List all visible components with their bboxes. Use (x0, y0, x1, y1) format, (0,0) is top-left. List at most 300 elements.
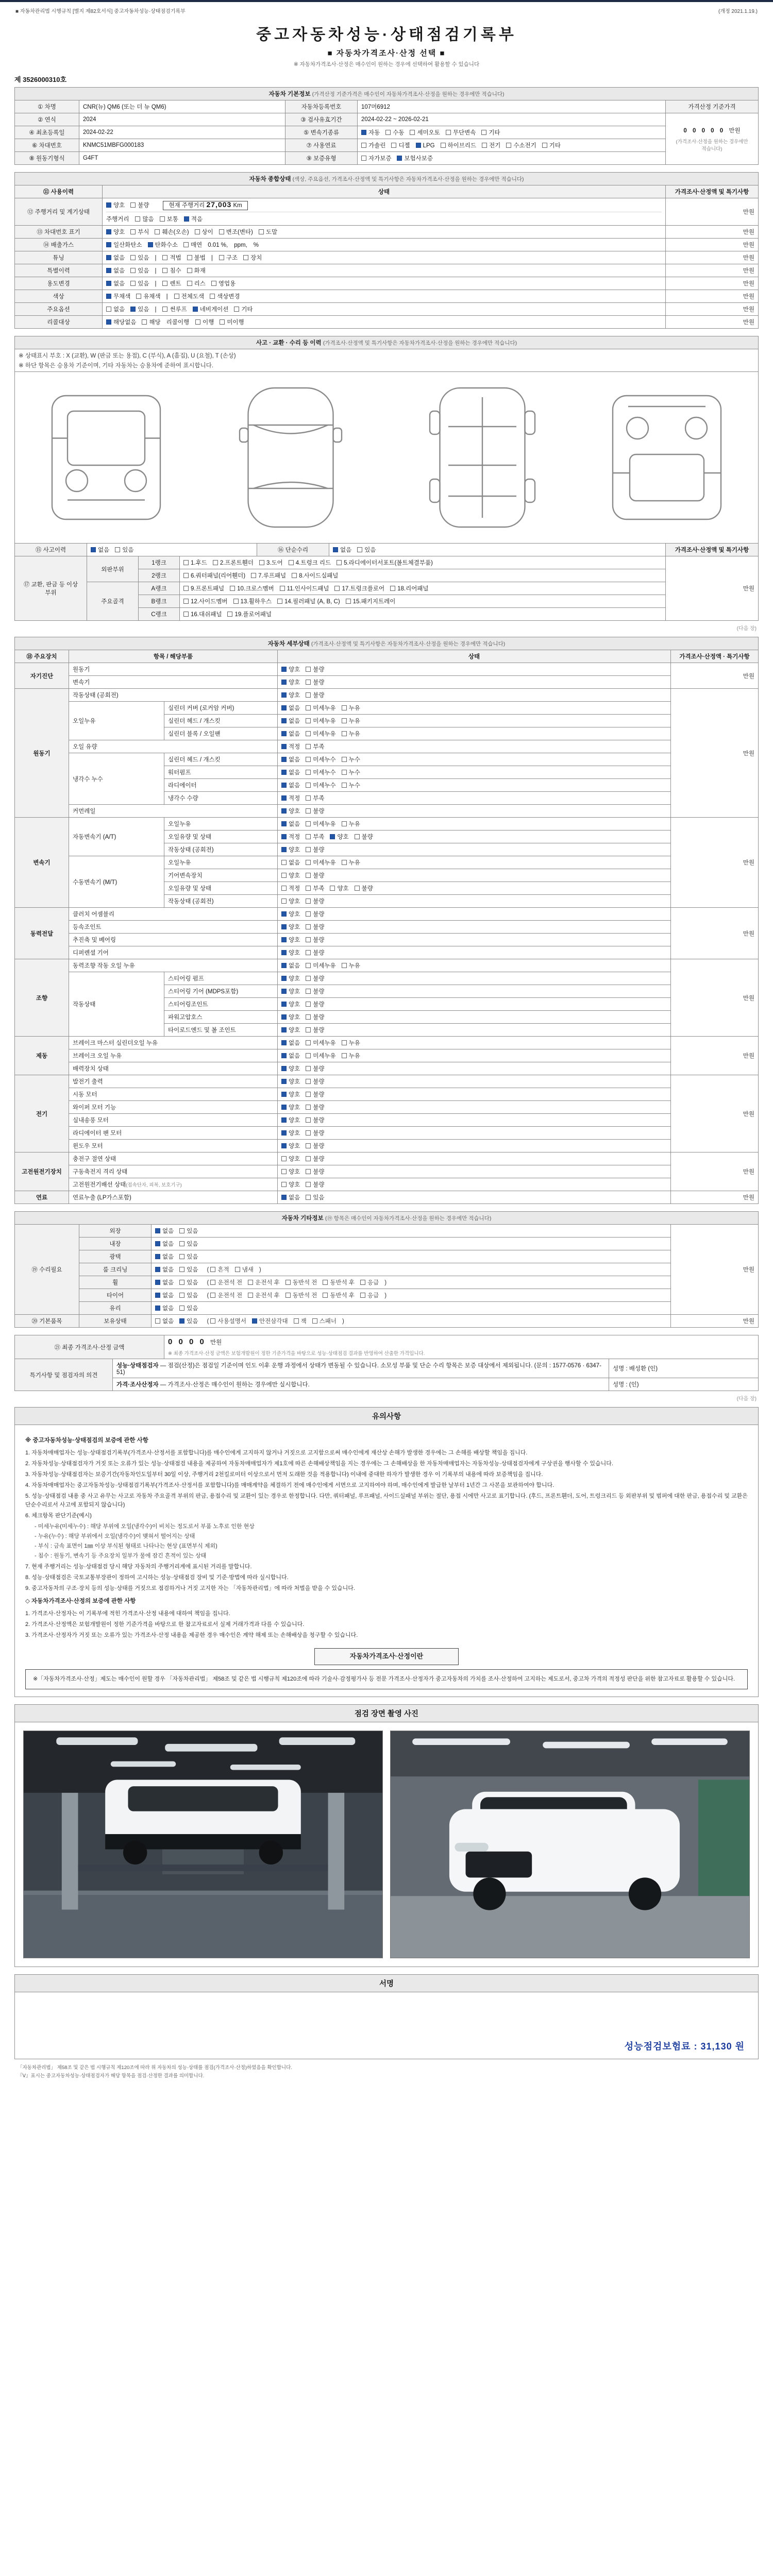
checkbox-label: 기타 (241, 307, 253, 313)
unchecked-box-icon (306, 808, 311, 814)
checkbox[interactable] (281, 1090, 300, 1098)
checkbox-label: 색상변경 (217, 294, 240, 300)
checkbox-label: 불량 (313, 1066, 325, 1072)
checkbox[interactable] (179, 1265, 198, 1274)
unchecked-box-icon (179, 1254, 184, 1259)
checkbox[interactable] (342, 717, 360, 725)
checkbox[interactable] (210, 1265, 229, 1274)
checkbox[interactable] (306, 678, 324, 686)
checkbox-label: 양호 (289, 1105, 300, 1111)
checkbox[interactable] (506, 141, 536, 149)
checkbox[interactable] (306, 1167, 324, 1176)
checkbox[interactable] (195, 318, 214, 326)
checkbox[interactable] (210, 1317, 246, 1325)
checkbox[interactable] (281, 1167, 300, 1176)
unchecked-box-icon (306, 1182, 311, 1187)
checkbox[interactable] (160, 215, 178, 223)
checkbox[interactable] (233, 597, 272, 605)
checkbox-label: 자동 (368, 130, 380, 136)
checkbox[interactable] (441, 141, 477, 149)
checkbox[interactable] (281, 742, 300, 751)
detail-row (15, 1062, 759, 1075)
unchecked-box-icon (233, 599, 239, 604)
checkbox[interactable] (259, 558, 283, 567)
checkbox-label: 없음 (113, 307, 125, 313)
checkbox[interactable] (193, 305, 229, 313)
detail-row (15, 1127, 759, 1140)
checkbox[interactable] (281, 755, 300, 764)
extra-checks: ( 사용설명서 안전삼각대 잭 스패너 ) (207, 1318, 344, 1325)
checkbox[interactable] (306, 1193, 324, 1201)
checkbox[interactable] (155, 1317, 174, 1325)
checkbox[interactable] (446, 128, 476, 137)
checkbox[interactable] (342, 704, 360, 712)
checkbox[interactable] (346, 597, 396, 605)
checkbox[interactable] (210, 1291, 242, 1299)
checkbox[interactable] (179, 1291, 198, 1299)
checkbox[interactable] (361, 154, 391, 162)
checkbox[interactable] (357, 546, 376, 554)
detail-state-checks (278, 972, 671, 985)
checkbox[interactable] (306, 936, 324, 944)
checkbox[interactable] (306, 820, 335, 828)
checkbox[interactable] (281, 833, 300, 841)
checkbox[interactable] (360, 1291, 379, 1299)
checkbox-label: 양호 (289, 1066, 300, 1072)
checkbox[interactable] (281, 923, 300, 931)
checkbox[interactable] (306, 897, 324, 905)
checkbox[interactable] (281, 987, 300, 995)
checkbox[interactable] (285, 1291, 317, 1299)
checkbox[interactable] (155, 1252, 174, 1261)
checkbox[interactable] (306, 807, 324, 815)
checkbox[interactable] (211, 279, 236, 287)
checkbox[interactable] (342, 1052, 360, 1060)
checkbox[interactable] (306, 717, 335, 725)
checkbox[interactable] (361, 141, 385, 149)
checkbox[interactable] (155, 228, 189, 236)
unchecked-box-icon (130, 255, 136, 260)
checkbox[interactable] (248, 1278, 280, 1286)
checkbox[interactable] (213, 558, 254, 567)
checkbox[interactable] (179, 1317, 198, 1325)
checkbox[interactable] (281, 807, 300, 815)
checkbox[interactable] (219, 228, 253, 236)
unchecked-box-icon (115, 547, 120, 552)
checkbox[interactable] (106, 201, 125, 209)
checkbox[interactable] (306, 1064, 324, 1073)
checkbox[interactable] (234, 305, 253, 313)
checkbox[interactable] (306, 923, 324, 931)
checkbox[interactable] (306, 1052, 335, 1060)
checkbox[interactable] (306, 910, 324, 918)
checkbox[interactable] (306, 1129, 324, 1137)
checkbox[interactable] (289, 558, 331, 567)
unchecked-box-icon (306, 1079, 311, 1084)
checkbox[interactable] (385, 128, 404, 137)
rank-label: C랭크 (139, 608, 180, 621)
state-line (106, 318, 662, 326)
checkbox[interactable] (162, 253, 181, 262)
checkbox[interactable] (391, 141, 410, 149)
checkbox[interactable] (306, 833, 324, 841)
checkbox[interactable] (542, 141, 561, 149)
checkbox[interactable] (306, 742, 324, 751)
checkbox[interactable] (281, 665, 300, 673)
checkbox[interactable] (162, 279, 181, 287)
checkbox[interactable] (292, 571, 338, 580)
checkbox[interactable] (179, 1304, 198, 1312)
checkbox[interactable] (342, 768, 360, 776)
etc-row (15, 1289, 759, 1302)
checkbox[interactable] (281, 730, 300, 738)
table-row (15, 173, 759, 185)
checkbox[interactable] (174, 292, 204, 300)
vin-value: KNMC51MBFG000183 (79, 139, 285, 152)
checkbox[interactable] (235, 1265, 254, 1274)
checkbox[interactable] (142, 318, 160, 326)
checkbox[interactable] (219, 253, 238, 262)
detail-state-checks (278, 1062, 671, 1075)
unchecked-box-icon (337, 560, 342, 565)
checkbox-label: 부족 (313, 744, 325, 750)
checkbox[interactable] (306, 768, 335, 776)
checkbox[interactable] (285, 1278, 317, 1286)
opinion-inspector-sign: 성명 : 배성환 (인) (609, 1359, 759, 1378)
checkbox[interactable] (333, 546, 351, 554)
opinion-appraiser-text: 가격·조사산정자 — 가격조사·산정은 매수인이 원하는 경우에만 실시합니다. (113, 1378, 609, 1391)
detail-state-checks (278, 959, 671, 972)
checkbox[interactable] (155, 1278, 174, 1286)
accident-history-checks (87, 544, 257, 556)
checkbox[interactable] (306, 1155, 324, 1163)
checkbox[interactable] (230, 584, 274, 592)
checkbox[interactable] (281, 1116, 300, 1124)
checkbox[interactable] (106, 292, 130, 300)
checkbox-label: 보통 (166, 216, 178, 223)
checkbox[interactable] (210, 1278, 242, 1286)
unchecked-box-icon (342, 783, 347, 788)
checkbox[interactable] (281, 1155, 300, 1163)
checkbox[interactable] (281, 871, 300, 879)
checkbox[interactable] (306, 781, 335, 789)
checkbox[interactable] (306, 1000, 324, 1008)
checkbox[interactable] (330, 833, 348, 841)
checkbox[interactable] (259, 228, 277, 236)
state-line (106, 266, 662, 275)
checkbox[interactable] (306, 730, 335, 738)
checkbox[interactable] (220, 318, 244, 326)
checkbox[interactable] (306, 1039, 335, 1047)
detail-subitem-label: 스티어링조인트 (164, 998, 278, 1011)
checkbox[interactable] (306, 1103, 324, 1111)
checkbox-label: 동반석 후 (330, 1280, 355, 1286)
checkbox[interactable] (361, 128, 380, 137)
checkbox[interactable] (115, 546, 133, 554)
checkbox[interactable] (184, 215, 203, 223)
checkbox[interactable] (183, 558, 207, 567)
checkbox[interactable] (155, 1265, 174, 1274)
table-row (15, 185, 759, 198)
detail-item-label: 발전기 출력 (69, 1075, 278, 1088)
checkbox[interactable] (155, 1227, 174, 1235)
checkbox[interactable] (397, 154, 433, 162)
checkbox[interactable] (360, 1278, 379, 1286)
checkbox-label: 미이행 (227, 319, 244, 326)
checkbox[interactable] (277, 597, 340, 605)
checkbox[interactable] (481, 128, 500, 137)
footer-legal-line-1: 「자동차관리법」 제58조 및 같은 법 시행규칙 제120조에 따라 위 자동차의 성능·상태를 점검(가격조사·산정)하였음을 확인합니다. (18, 2064, 292, 2071)
checkbox[interactable] (281, 1193, 300, 1201)
checkbox-label: 미세누유 (313, 1053, 336, 1059)
legend-line-2: ※ 하단 항목은 승용차 기준이며, 기타 자동차는 승용차에 준하여 표시합니다. (19, 363, 214, 369)
checkbox[interactable] (281, 1039, 300, 1047)
unchecked-box-icon (179, 1306, 184, 1311)
checkbox[interactable] (342, 961, 360, 970)
checked-box-icon (281, 1130, 287, 1136)
checkbox[interactable] (281, 858, 300, 867)
unchecked-box-icon (306, 731, 311, 736)
checkbox[interactable] (306, 755, 335, 764)
page-subtitle-note: ※ 자동차가격조사·산정은 매수인이 원하는 경우에 선택하여 활용할 수 있습니다 (293, 61, 480, 67)
checkbox[interactable] (342, 730, 360, 738)
detail-col-state: 상태 (278, 650, 671, 663)
checkbox[interactable] (306, 845, 324, 854)
checkbox[interactable] (106, 253, 125, 262)
checkbox[interactable] (281, 820, 300, 828)
checkbox[interactable] (183, 241, 202, 249)
checkbox[interactable] (281, 678, 300, 686)
checkbox[interactable] (281, 1077, 300, 1086)
checkbox[interactable] (179, 1227, 198, 1235)
notice-subitem: - 누유(누수) : 해당 부위에서 오일(냉각수)이 맺혀서 떨어지는 상태 (35, 1533, 195, 1540)
checkbox[interactable] (306, 1013, 324, 1021)
checkbox[interactable] (281, 1129, 300, 1137)
checkbox[interactable] (106, 305, 125, 313)
checkbox[interactable] (106, 241, 142, 249)
checked-box-icon (281, 937, 287, 942)
checkbox[interactable] (306, 1142, 324, 1150)
checkbox[interactable] (130, 305, 149, 313)
table-row (15, 544, 759, 556)
warranty-label: ⑨ 보증유형 (285, 152, 358, 165)
checkbox[interactable] (155, 1291, 174, 1299)
checkbox[interactable] (281, 974, 300, 982)
checkbox[interactable] (306, 704, 335, 712)
checkbox[interactable] (187, 266, 206, 275)
checkbox-label: 미세누수 (313, 770, 336, 776)
checkbox[interactable] (281, 1103, 300, 1111)
checkbox[interactable] (281, 768, 300, 776)
checkbox[interactable] (179, 1278, 198, 1286)
checkbox[interactable] (281, 704, 300, 712)
detail-state-checks (278, 921, 671, 934)
checkbox[interactable] (187, 253, 206, 262)
checkbox[interactable] (195, 228, 213, 236)
checkbox[interactable] (281, 1064, 300, 1073)
checkbox[interactable] (106, 318, 136, 326)
detail-state-table (14, 637, 759, 1204)
checkbox[interactable] (130, 279, 149, 287)
table-row (15, 88, 759, 100)
checkbox[interactable] (281, 961, 300, 970)
checkbox[interactable] (342, 820, 360, 828)
checkbox[interactable] (130, 253, 149, 262)
checkbox[interactable] (106, 266, 125, 275)
checkbox[interactable] (355, 884, 373, 892)
checkbox[interactable] (337, 558, 433, 567)
checkbox[interactable] (306, 884, 324, 892)
checkbox[interactable] (106, 228, 125, 236)
checkbox[interactable] (281, 1142, 300, 1150)
detail-subitem-label: 스티어링 기어 (MDPS포함) (164, 985, 278, 998)
unchecked-box-icon (306, 770, 311, 775)
checkbox[interactable] (294, 1317, 307, 1325)
checkbox[interactable] (306, 1026, 324, 1034)
form-reference: ■ 자동차관리법 시행규칙 [별지 제82호서식] 중고자동차성능·상태점검기록부 (15, 9, 186, 14)
checkbox[interactable] (306, 871, 324, 879)
checkbox[interactable] (187, 279, 206, 287)
unchecked-box-icon (306, 1143, 311, 1148)
checkbox[interactable] (281, 884, 300, 892)
unchecked-box-icon (155, 229, 160, 234)
checkbox[interactable] (342, 755, 360, 764)
price-cell: 만원 (670, 663, 758, 689)
checkbox[interactable] (183, 571, 245, 580)
checkbox[interactable] (162, 305, 187, 313)
checkbox[interactable] (91, 546, 109, 554)
checkbox-label: 자가보증 (368, 156, 392, 162)
checkbox[interactable] (390, 584, 428, 592)
table-row (15, 1378, 759, 1391)
checkbox[interactable] (227, 610, 272, 618)
checkbox[interactable] (342, 858, 360, 867)
checkbox[interactable] (281, 1180, 300, 1189)
checked-box-icon (333, 547, 338, 552)
checkbox[interactable] (410, 128, 440, 137)
checkbox[interactable] (306, 1116, 324, 1124)
detail-row (15, 1165, 759, 1178)
checkbox[interactable] (355, 833, 373, 841)
checkbox[interactable] (281, 691, 300, 699)
checked-box-icon (106, 229, 111, 234)
checkbox-label: 미세누유 (313, 718, 336, 724)
checkbox-label: 리스 (194, 281, 206, 287)
checkbox[interactable] (135, 215, 154, 223)
checkbox[interactable] (281, 897, 300, 905)
checkbox[interactable] (334, 584, 384, 592)
checkbox[interactable] (106, 279, 125, 287)
checkbox[interactable] (323, 1278, 355, 1286)
checkbox-label: 있음 (187, 1280, 198, 1286)
checkbox[interactable] (130, 201, 149, 209)
checkbox[interactable] (306, 858, 335, 867)
checkbox[interactable] (251, 571, 286, 580)
checkbox[interactable] (162, 266, 181, 275)
checkbox-label: 불량 (313, 680, 325, 686)
checkbox[interactable] (281, 910, 300, 918)
checkbox[interactable] (183, 610, 222, 618)
detail-state-checks (278, 676, 671, 689)
checkbox[interactable] (281, 717, 300, 725)
checkbox-label: 있음 (187, 1293, 198, 1299)
checkbox[interactable] (323, 1291, 355, 1299)
checkbox[interactable] (281, 1000, 300, 1008)
checkbox[interactable] (281, 1052, 300, 1060)
checkbox[interactable] (210, 292, 240, 300)
checked-box-icon (281, 821, 287, 826)
checkbox[interactable] (306, 1090, 324, 1098)
checkbox[interactable] (136, 292, 160, 300)
checkbox-label: 부족 (313, 834, 325, 840)
checkbox[interactable] (155, 1240, 174, 1248)
checkbox[interactable] (243, 253, 262, 262)
checkbox[interactable] (281, 794, 300, 802)
checkbox[interactable] (416, 143, 435, 149)
checkbox[interactable] (155, 1304, 174, 1312)
checkbox-label: 무채색 (113, 294, 131, 300)
checkbox[interactable] (248, 1291, 280, 1299)
checkbox[interactable] (312, 1317, 337, 1325)
checked-box-icon (91, 547, 96, 552)
checkbox-label: 4.트렁크 리드 (295, 560, 331, 566)
checkbox-label: 부족 (313, 795, 325, 802)
checkbox[interactable] (306, 691, 324, 699)
checkbox[interactable] (179, 1252, 198, 1261)
checkbox[interactable] (281, 781, 300, 789)
checkbox[interactable] (306, 1077, 324, 1086)
checkbox[interactable] (280, 584, 329, 592)
checkbox[interactable] (330, 884, 348, 892)
checkbox[interactable] (148, 241, 178, 249)
exchange-row (15, 582, 759, 595)
checkbox[interactable] (179, 1240, 198, 1248)
checkbox[interactable] (281, 845, 300, 854)
base-price-value: 0 0 0 0 0 만원 (가격조사·산정을 원하는 경우에만 적습니다) (666, 113, 759, 165)
checkbox[interactable] (183, 584, 224, 592)
checked-box-icon (106, 281, 111, 286)
etc-item-checks (152, 1225, 671, 1238)
checkbox[interactable] (342, 1039, 360, 1047)
checkbox[interactable] (306, 948, 324, 957)
final-price-table (14, 1335, 759, 1359)
unchecked-box-icon (410, 130, 415, 135)
checkbox[interactable] (281, 936, 300, 944)
checkbox-label: 13.휠하우스 (240, 599, 272, 605)
checkbox[interactable] (306, 974, 324, 982)
checkbox[interactable] (130, 266, 149, 275)
checkbox[interactable] (306, 961, 335, 970)
checkbox[interactable] (281, 948, 300, 957)
checkbox[interactable] (281, 1026, 300, 1034)
detail-subitem-label: 오일유량 및 상태 (164, 882, 278, 895)
checkbox-label: 불량 (313, 1130, 325, 1137)
checkbox[interactable] (281, 1013, 300, 1021)
checkbox[interactable] (342, 781, 360, 789)
checkbox[interactable] (130, 228, 149, 236)
unchecked-box-icon (360, 1293, 365, 1298)
checkbox[interactable] (306, 1180, 324, 1189)
checkbox[interactable] (306, 987, 324, 995)
table-row (15, 336, 759, 349)
checkbox[interactable] (306, 665, 324, 673)
checkbox[interactable] (252, 1317, 288, 1325)
base-price-note: (가격조사·산정을 원하는 경우에만 적습니다) (676, 139, 748, 152)
checkbox[interactable] (183, 597, 228, 605)
checkbox[interactable] (306, 794, 324, 802)
detail-item-label: 클러치 어셈블리 (69, 908, 278, 921)
checkbox[interactable] (482, 141, 500, 149)
